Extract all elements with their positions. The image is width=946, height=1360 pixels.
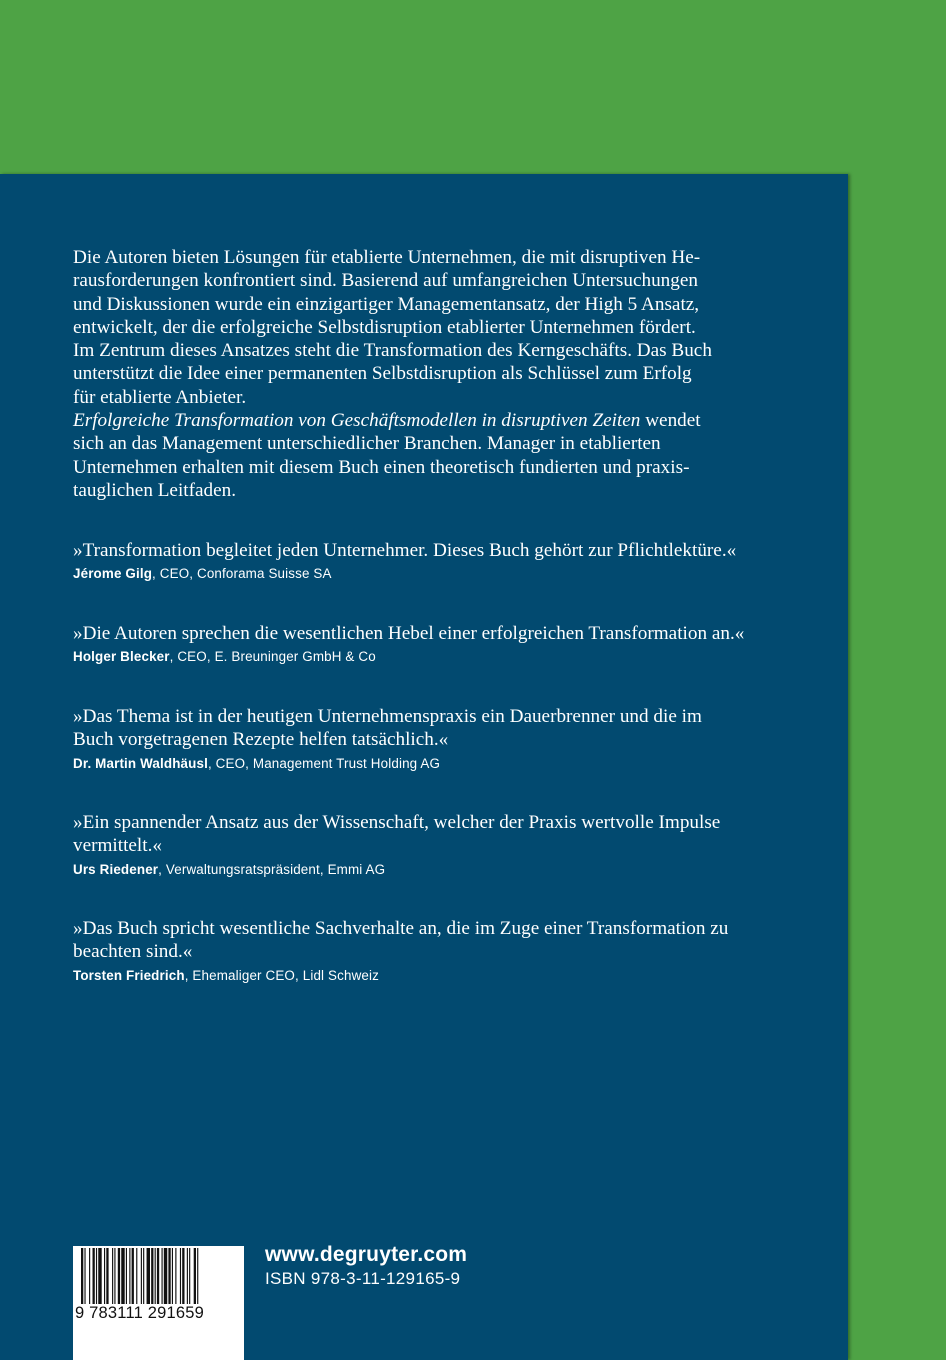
barcode-bar — [147, 1248, 150, 1304]
barcode-bar — [114, 1248, 115, 1304]
description-line: Unternehmen erhalten mit diesem Buch einen theoretisch fundierten und praxis- — [73, 456, 690, 478]
testimonial — [73, 622, 793, 666]
barcode-bar — [89, 1248, 90, 1304]
barcode-bar — [164, 1248, 167, 1304]
description-line: tauglichen Leitfaden. — [73, 479, 237, 501]
barcode-bar — [172, 1248, 173, 1304]
description-line: für etablierte Anbieter. — [73, 386, 247, 408]
barcode-bar — [112, 1248, 113, 1304]
barcode-bar — [157, 1248, 159, 1304]
book-description — [73, 246, 785, 502]
description-line: entwickelt, der die erfolgreiche Selbstdisruption etablierter Unternehmen fördert. — [73, 316, 696, 338]
book-title: Erfolgreiche Transformation von Geschäftsmodellen in disruptiven Zeiten — [73, 410, 641, 432]
testimonial-author: Urs Riedener — [73, 861, 159, 877]
description-line: Im Zentrum dieses Ansatzes steht die Transformation des Kerngeschäfts. Das Buch — [73, 340, 712, 362]
barcode-bar — [121, 1248, 124, 1304]
description-fragment: wendet — [640, 410, 701, 432]
description-line: unterstützt die Idee einer permanenten Selbstdisruption als Schlüssel zum Erfolg — [73, 363, 692, 385]
testimonial-role: , Verwaltungsratspräsident, Emmi AG — [158, 861, 386, 877]
barcode-bar — [132, 1248, 134, 1304]
barcode-bar — [151, 1248, 153, 1304]
testimonial-text: »Transformation begleitet jeden Unternehmer. Dieses Buch gehört zur Pflichtlektüre.« — [73, 540, 737, 561]
testimonial-author: Dr. Martin Waldhäusl — [73, 755, 208, 771]
description-line: Die Autoren bieten Lösungen für etablierte Unternehmen, die mit disruptiven He- — [73, 247, 701, 268]
barcode-bar — [98, 1248, 101, 1304]
testimonial — [73, 811, 763, 879]
testimonial-role: , CEO, E. Breuninger GmbH & Co — [169, 649, 376, 665]
barcode-bar — [197, 1248, 198, 1304]
testimonial-text: »Ein spannender Ansatz aus der Wissenschaft, welcher der Praxis wertvolle Impulse vermittelt.« — [73, 812, 721, 857]
description-line: sich an das Management unterschiedlicher Branchen. Manager in etablierten — [73, 433, 661, 455]
barcode-bar — [168, 1248, 170, 1304]
testimonial — [73, 705, 743, 773]
barcode-bar — [187, 1248, 188, 1304]
barcode-digits: 9 783111 291659 — [75, 1304, 205, 1322]
barcode-bar — [118, 1248, 120, 1304]
testimonial-text: »Die Autoren sprechen die wesentlichen Hebel einer erfolgreichen Transformation an.« — [73, 623, 745, 644]
testimonial-source — [73, 565, 793, 583]
isbn-barcode — [73, 1246, 244, 1360]
barcode-bar — [96, 1248, 97, 1304]
description-line: rausforderungen konfrontiert sind. Basierend auf umfangreichen Untersuchungen — [73, 270, 698, 292]
barcode-bars — [79, 1248, 239, 1304]
barcode-bar — [106, 1248, 108, 1304]
barcode-bar — [84, 1248, 85, 1304]
publisher-url: www.degruyter.com — [265, 1243, 468, 1266]
barcode-bar — [182, 1248, 184, 1304]
testimonial-source — [73, 648, 793, 666]
barcode-bar — [93, 1248, 95, 1304]
testimonial-text: »Das Buch spricht wesentliche Sachverhalte an, die im Zuge einer Transformation zu beachten sind.« — [73, 918, 729, 963]
barcode-bar — [104, 1248, 105, 1304]
barcode-bar — [162, 1248, 163, 1304]
description-line: und Diskussionen wurde ein einzigartiger Managementansatz, der High 5 Ansatz, — [73, 293, 700, 315]
barcode-bar — [126, 1248, 127, 1304]
testimonial-role: , Ehemaliger CEO, Lidl Schweiz — [184, 967, 379, 983]
barcode-bar — [136, 1248, 137, 1304]
testimonial-source — [73, 755, 743, 773]
barcode-bar — [180, 1248, 181, 1304]
testimonial-role: , CEO, Conforama Suisse SA — [152, 566, 332, 582]
testimonial-text: »Das Thema ist in der heutigen Unternehmenspraxis ein Dauerbrenner und die im Buch vorgetragenen Rezepte helfen tatsächlich.« — [73, 706, 702, 751]
testimonial-source — [73, 861, 763, 879]
testimonial-author: Holger Blecker — [73, 649, 170, 665]
barcode-bar — [155, 1248, 156, 1304]
isbn-number: ISBN 978-3-11-129165-9 — [265, 1269, 461, 1288]
testimonial-author: Torsten Friedrich — [73, 967, 185, 983]
barcode-bar — [143, 1248, 144, 1304]
description-line — [73, 409, 785, 432]
barcode-bar — [129, 1248, 130, 1304]
testimonial-role: , CEO, Management Trust Holding AG — [207, 755, 441, 771]
barcode-bar — [194, 1248, 196, 1304]
testimonial — [73, 539, 793, 583]
barcode-bar — [141, 1248, 142, 1304]
barcode-bar — [189, 1248, 190, 1304]
barcode-bar — [81, 1248, 83, 1304]
testimonial-source — [73, 967, 773, 985]
testimonial — [73, 917, 773, 985]
testimonial-author: Jérome Gilg — [73, 566, 153, 582]
barcode-bar — [175, 1248, 176, 1304]
